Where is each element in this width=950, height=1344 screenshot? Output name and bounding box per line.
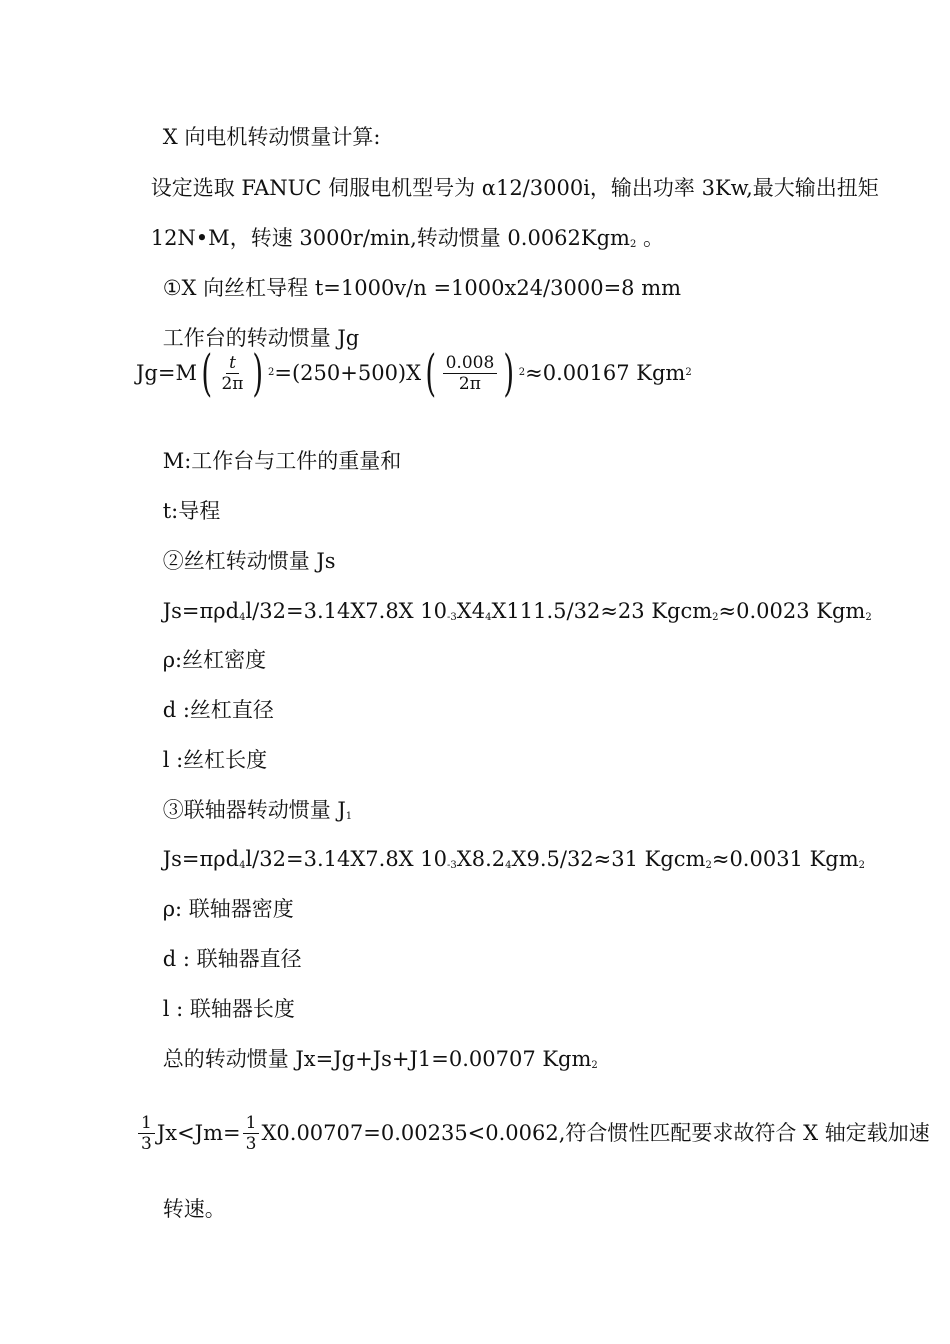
js2-exponent: 4 xyxy=(239,860,246,871)
fraction-denominator: 2π xyxy=(458,373,481,394)
js2-part: ≈0.0031 Kgm xyxy=(711,847,859,871)
step-2-text: ②丝杠转动惯量 Js xyxy=(162,549,336,573)
t-definition-text: t:导程 xyxy=(162,499,221,523)
conclusion-text-2: 转速。 xyxy=(162,1197,226,1221)
js2-exponent: 4 xyxy=(505,860,512,871)
jg-mid: =(250+500)X xyxy=(274,361,422,385)
fraction-lead-over-2pi xyxy=(443,353,498,394)
intro-text-2-end: 。 xyxy=(636,226,665,250)
conclusion-line-1 xyxy=(136,1108,930,1158)
fraction-denominator: 3 xyxy=(141,1133,152,1154)
m-definition-text: M:工作台与工件的重量和 xyxy=(162,449,402,473)
js2-exponent: 2 xyxy=(705,860,712,871)
square-exponent: 2 xyxy=(268,367,275,378)
left-paren: ( xyxy=(425,344,437,402)
js2-exponent: -3 xyxy=(447,860,457,871)
js-part: X111.5/32≈23 Kgcm xyxy=(491,599,713,623)
fraction-denominator: 2π xyxy=(221,373,244,394)
left-paren: ( xyxy=(201,344,213,402)
right-paren: ) xyxy=(252,344,264,402)
intro-unit-exponent: 2 xyxy=(629,239,637,250)
total-inertia xyxy=(136,1020,598,1105)
d-definition-text: d :丝杠直径 xyxy=(162,698,274,722)
jg-result-exponent: 2 xyxy=(685,367,692,378)
conclusion-part: X0.00707=0.00235<0.0062,符合惯性匹配要求故符合 X 轴定载加速 xyxy=(261,1121,930,1145)
intro-text-1: 设定选取 FANUC 伺服电机型号为 α12/3000i，输出功率 3Kw,最大输出扭矩 xyxy=(150,176,879,200)
l-definition-text: l :丝杠长度 xyxy=(162,748,268,772)
step-3-text: ③联轴器转动惯量 J xyxy=(162,798,346,822)
js2-exponent: 2 xyxy=(858,860,866,871)
js2-part: X8.2 xyxy=(456,847,506,871)
rho-definition-text: ρ:丝杠密度 xyxy=(162,648,267,672)
step-1-text: ①X 向丝杠导程 t=1000v/n =1000x24/3000=8 mm xyxy=(162,276,682,300)
js-exponent: 4 xyxy=(485,612,492,623)
right-paren: ) xyxy=(503,344,515,402)
d-definition-text: d : 联轴器直径 xyxy=(162,947,302,971)
js2-part: Js=πρd xyxy=(162,847,240,871)
js-part: X4 xyxy=(456,599,486,623)
total-inertia-text: 总的转动惯量 Jx=Jg+Js+J1=0.00707 Kgm xyxy=(162,1047,592,1071)
step-3-subscript: 1 xyxy=(345,811,353,822)
jg-formula xyxy=(136,345,692,401)
fraction-numerator: 0.008 xyxy=(443,353,498,374)
title-text: X 向电机转动惯量计算: xyxy=(162,125,381,149)
js-exponent: 2 xyxy=(712,612,719,623)
jg-heading-text: 工作台的转动惯量 Jg xyxy=(162,326,360,350)
js-part: ≈0.0023 Kgm xyxy=(718,599,866,623)
js-exponent: 4 xyxy=(239,612,246,623)
js-part: l/32=3.14X7.8X 10 xyxy=(245,599,448,623)
jg-lhs: Jg=M xyxy=(136,361,197,385)
js-part: Js=πρd xyxy=(162,599,240,623)
fraction-numerator: 1 xyxy=(138,1113,155,1134)
square-exponent: 2 xyxy=(518,367,526,378)
conclusion-part: Jx<Jm= xyxy=(156,1121,241,1145)
fraction-denominator: 3 xyxy=(245,1133,257,1154)
rho-definition-text: ρ: 联轴器密度 xyxy=(162,897,294,921)
conclusion-line-2 xyxy=(136,1170,226,1248)
fraction-one-third xyxy=(138,1113,155,1154)
total-inertia-exponent: 2 xyxy=(591,1060,598,1071)
jg-result: ≈0.00167 Kgm xyxy=(525,361,686,385)
l-definition-text: l : 联轴器长度 xyxy=(162,997,295,1021)
fraction-t-over-2pi xyxy=(218,353,246,394)
js2-part: l/32=3.14X7.8X 10 xyxy=(245,847,448,871)
fraction-numerator: t xyxy=(226,353,239,374)
js2-part: X9.5/32≈31 Kgcm xyxy=(511,847,706,871)
intro-text-2: 12N•M，转速 3000r/min,转动惯量 0.0062Kgm xyxy=(150,226,630,250)
js-exponent: -3 xyxy=(447,612,457,623)
fraction-numerator: 1 xyxy=(243,1113,260,1134)
js-exponent: 2 xyxy=(865,612,872,623)
fraction-one-third xyxy=(243,1113,260,1154)
